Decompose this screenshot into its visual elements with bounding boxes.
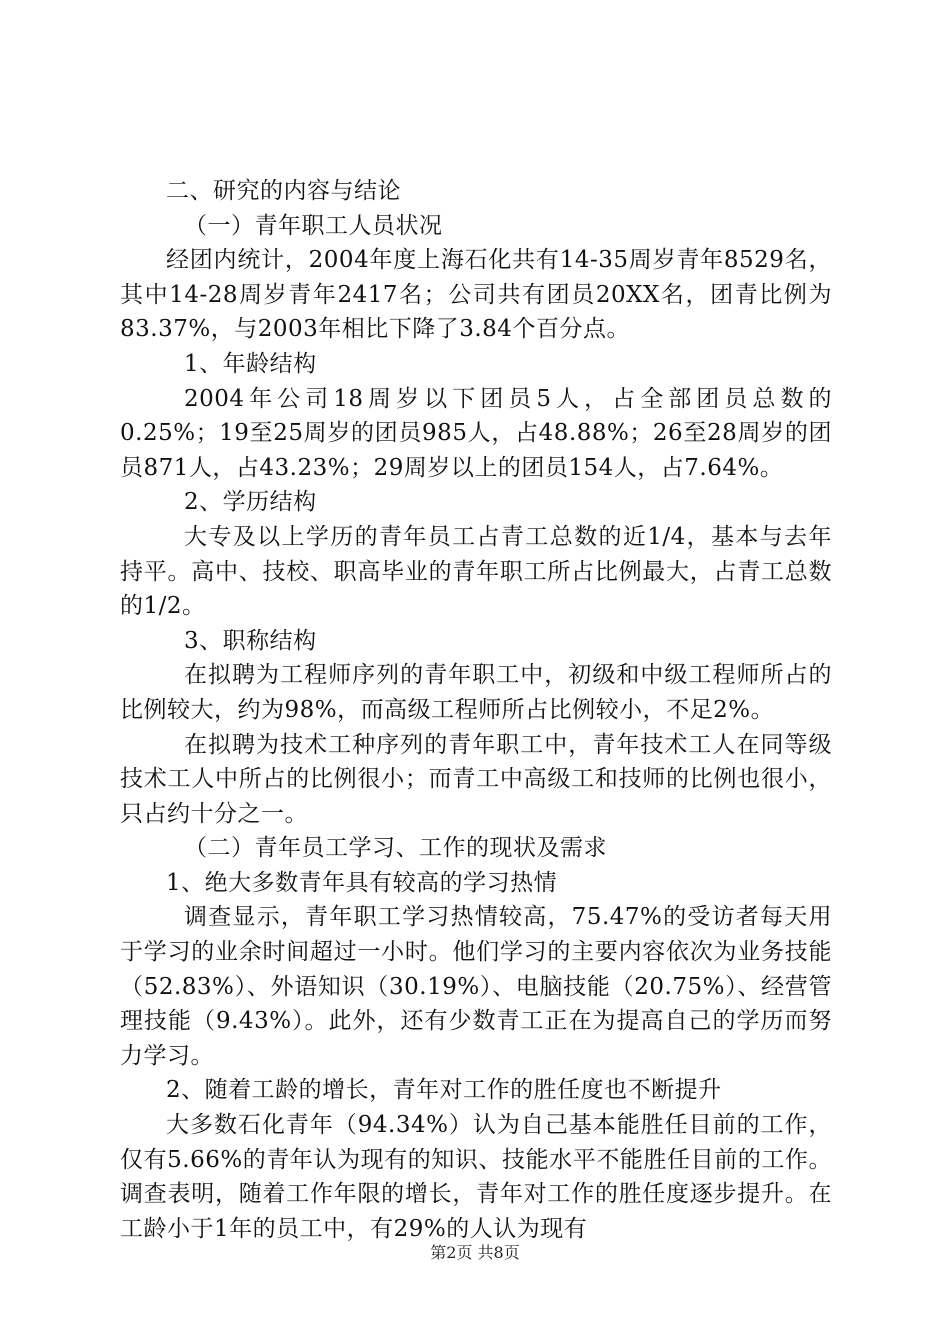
section-heading: 二、研究的内容与结论 [166, 178, 401, 204]
study-title: 1、绝大多数青年具有较高的学习热情 [166, 869, 558, 896]
paragraph-study: 调查显示，青年职工学习热情较高，75.47%的受访者每天用于学习的业余时间超过一小时。他们学习的主要内容依次为业务技能（52.83%）、外语知识（30.19%）、电脑技能（20.75%）、经营管理技能（9.43%）。此外，还有少数青工正在为提高自己的学历而努力学习。 [120, 904, 832, 1069]
title-structure-title: 3、职称结构 [184, 627, 317, 654]
page-footer: 第2页 共8页 [430, 1243, 520, 1262]
paragraph-age-structure: 2004年公司18周岁以下团员5人，占全部团员总数的0.25%；19至25周岁的团员985人，占48.88%；26至28周岁的团员871人，占43.23%；29周岁以上的团员154人，占7.64%。 [120, 385, 832, 481]
work-title: 2、随着工龄的增长，青年对工作的胜任度也不断提升 [166, 1077, 722, 1104]
education-structure-title: 2、学历结构 [184, 489, 317, 516]
age-structure-title: 1、年龄结构 [184, 350, 317, 377]
paragraph-intro: 经团内统计，2004年度上海石化共有14-35周岁青年8529名，其中14-28周岁青年2417名；公司共有团员20XX名，团青比例为83.37%，与2003年相比下降了3.84个百分点。 [120, 247, 832, 343]
subsection-title-1: （一）青年职工人员状况 [184, 212, 443, 239]
paragraph-title-structure-1: 在拟聘为工程师序列的青年职工中，初级和中级工程师所占的比例较大，约为98%，而高级工程师所占比例较小，不足2%。 [120, 662, 832, 723]
paragraph-education-structure: 大专及以上学历的青年员工占青工总数的近1/4，基本与去年持平。高中、技校、职高毕业的青年职工所占比例最大，占青工总数的1/2。 [120, 523, 832, 620]
document-body [120, 174, 832, 1246]
paragraph-title-structure-2: 在拟聘为技术工种序列的青年职工中，青年技术工人在同等级技术工人中所占的比例很小；而青工中高级工和技师的比例也很小，只占约十分之一。 [120, 731, 832, 827]
paragraph-work: 大多数石化青年（94.34%）认为自己基本能胜任目前的工作，仅有5.66%的青年认为现有的知识、技能水平不能胜任目前的工作。调查表明，随着工作年限的增长，青年对工作的胜任度逐步提升。在工龄小于1年的员工中，有29%的人认为现有 [120, 1112, 832, 1242]
subsection-title-2: （二）青年员工学习、工作的现状及需求 [184, 835, 607, 862]
